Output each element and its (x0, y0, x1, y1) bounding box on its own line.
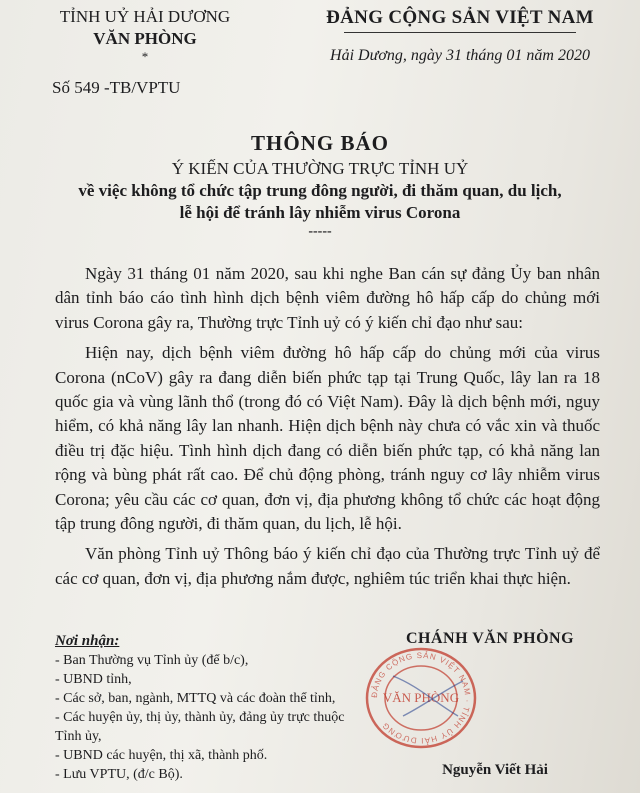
document-number: Số 549 -TB/VPTU (52, 78, 181, 97)
recipient-item: - Lưu VPTU, (đ/c Bộ). (55, 767, 183, 782)
stamp-center-text: VĂN PHÒNG (382, 690, 460, 705)
recipients-heading: Nơi nhận: (55, 633, 120, 649)
title-line-1: Ý KIẾN CỦA THƯỜNG TRỰC TỈNH UỶ (171, 159, 469, 178)
party-underline (344, 32, 576, 33)
star-mark: * (141, 49, 149, 64)
title-line-2: về việc không tổ chức tập trung đông người, đi thăm quan, du lịch, (78, 181, 562, 200)
recipient-item: - Các huyện ủy, thị ủy, thành ủy, đảng ủy trực thuộc Tỉnh ủy, (55, 710, 345, 744)
title-line-3: lễ hội để tránh lây nhiễm virus Corona (179, 203, 461, 222)
official-stamp (363, 646, 479, 750)
title-block (40, 130, 600, 240)
recipient-item: - Các sở, ban, ngành, MTTQ và các đoàn thể tỉnh, (55, 691, 336, 706)
body-text (55, 262, 600, 597)
party-name: ĐẢNG CỘNG SẢN VIỆT NAM (326, 7, 594, 28)
issuing-office: VĂN PHÒNG (93, 29, 197, 48)
recipient-item: - UBND các huyện, thị xã, thành phố. (55, 748, 268, 763)
recipient-item: - UBND tỉnh, (55, 672, 132, 687)
paragraph: Hiện nay, dịch bệnh viêm đường hô hấp cấp do chủng mới của virus Corona (nCoV) gây ra đang diễn biến phức tạp tại Trung Quốc, lây lan ra 18 quốc gia và vùng lãnh thổ (trong đó có Việt Nam). Đây là dịch bệnh mới, nguy hiểm, có khả năng lây lan nhanh. Hiện dịch bệnh này chưa có vắc xin và thuốc điều trị đặc hiệu. Tình hình dịch đang có diễn biến phức tạp, có khả năng lan rộng và bùng phát rất cao. Để chủ động phòng, tránh nguy cơ lây nhiễm virus Corona; yêu cầu các cơ quan, đơn vị, địa phương không tổ chức các hoạt động tập trung đông người, đi thăm quan, du lịch, lễ hội. (55, 343, 600, 534)
party-header (300, 6, 620, 65)
signer-title: CHÁNH VĂN PHÒNG (405, 630, 575, 647)
title-divider: ----- (308, 224, 332, 239)
document-type: THÔNG BÁO (251, 131, 389, 155)
paragraph: Văn phòng Tỉnh uỷ Thông báo ý kiến chỉ đạo của Thường trực Tỉnh uỷ để các cơ quan, đơn vị, địa phương nắm được, nghiêm túc triển khai thực hiện. (55, 544, 600, 588)
parent-organization: TỈNH UỶ HẢI DƯƠNG (59, 7, 231, 26)
recipient-item: - Ban Thường vụ Tỉnh ủy (để b/c), (55, 653, 249, 668)
stamp-ring-text: ĐẢNG CỘNG SẢN VIỆT NAM · TỈNH ỦY HẢI DƯƠNG (369, 650, 473, 746)
place-date: Hải Dương, ngày 31 tháng 01 năm 2020 (330, 47, 590, 64)
recipients-list (55, 651, 365, 784)
recipients-block (55, 632, 365, 784)
issuer-block (20, 6, 270, 63)
signer-name: Nguyễn Viết Hải (442, 762, 548, 778)
paragraph: Ngày 31 tháng 01 năm 2020, sau khi nghe Ban cán sự đảng Ủy ban nhân dân tỉnh báo cáo tình hình dịch bệnh viêm đường hô hấp cấp do chủng mới virus Corona gây ra, Thường trực Tỉnh uỷ có ý kiến chỉ đạo như sau: (55, 264, 600, 332)
